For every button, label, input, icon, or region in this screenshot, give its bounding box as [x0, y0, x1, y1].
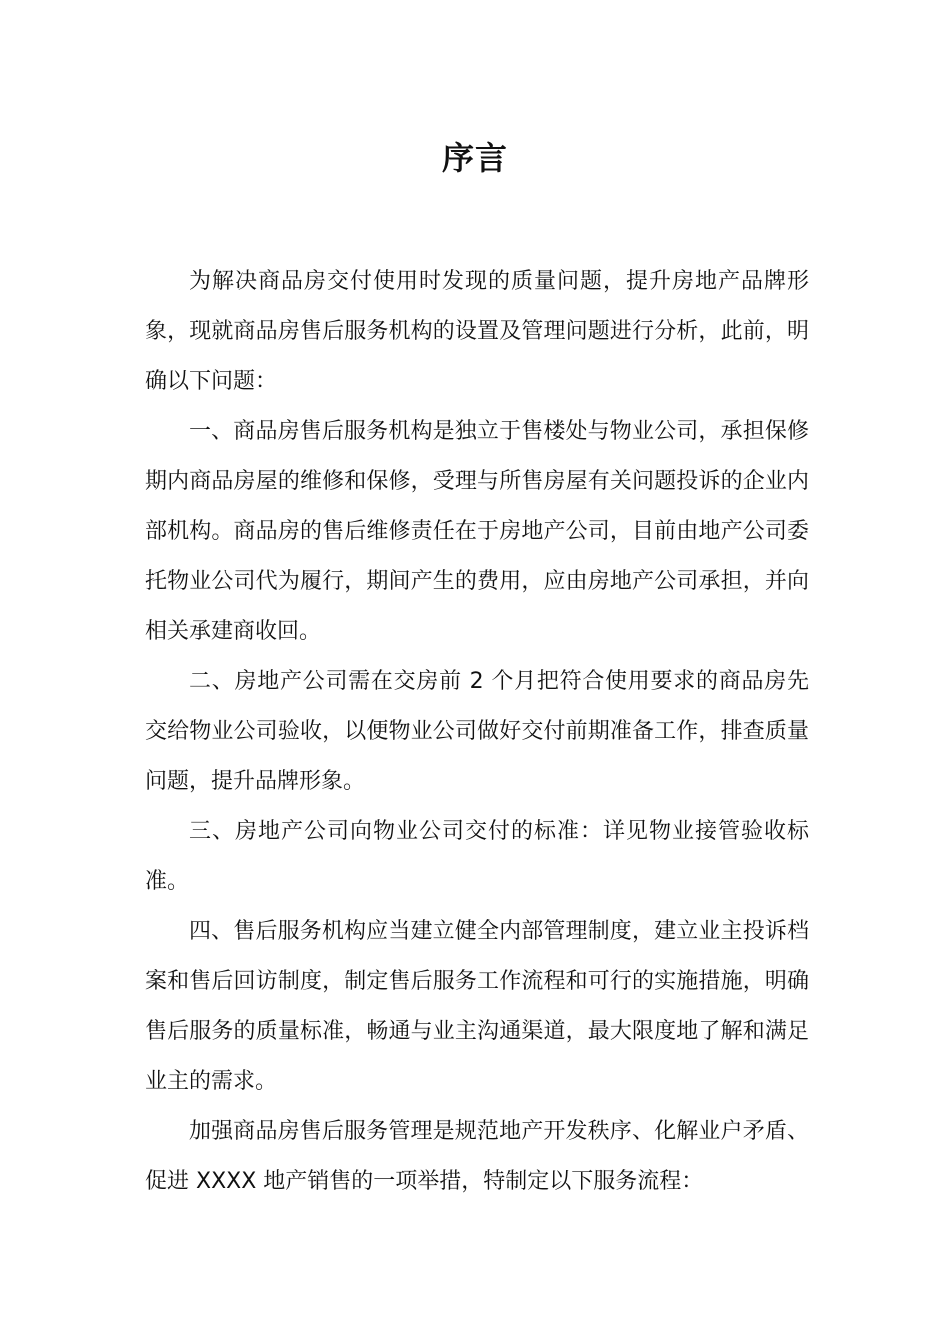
document-body — [145, 257, 809, 1207]
paragraph-intro: 为解决商品房交付使用时发现的质量问题，提升房地产品牌形象，现就商品房售后服务机构的设置及管理问题进行分析，此前，明确以下问题： — [145, 269, 809, 394]
paragraph-item-3: 三、房地产公司向物业公司交付的标准：详见物业接管验收标准。 — [145, 819, 809, 894]
page-title: 序言 — [441, 139, 508, 177]
paragraph-item-1: 一、商品房售后服务机构是独立于售楼处与物业公司，承担保修期内商品房屋的维修和保修，受理与所售房屋有关问题投诉的企业内部机构。商品房的售后维修责任在于房地产公司，目前由地产公司委托物业公司代为履行，期间产生的费用，应由房地产公司承担，并向相关承建商收回。 — [145, 419, 809, 644]
paragraph-item-4: 四、售后服务机构应当建立健全内部管理制度，建立业主投诉档案和售后回访制度，制定售后服务工作流程和可行的实施措施，明确售后服务的质量标准，畅通与业主沟通渠道，最大限度地了解和满足业主的需求。 — [145, 919, 809, 1094]
paragraph-item-2: 二、房地产公司需在交房前 2 个月把符合使用要求的商品房先交给物业公司验收，以便物业公司做好交付前期准备工作，排查质量问题，提升品牌形象。 — [145, 669, 809, 794]
paragraph-conclusion: 加强商品房售后服务管理是规范地产开发秩序、化解业户矛盾、促进 XXXX 地产销售的一项举措，特制定以下服务流程： — [145, 1119, 809, 1194]
